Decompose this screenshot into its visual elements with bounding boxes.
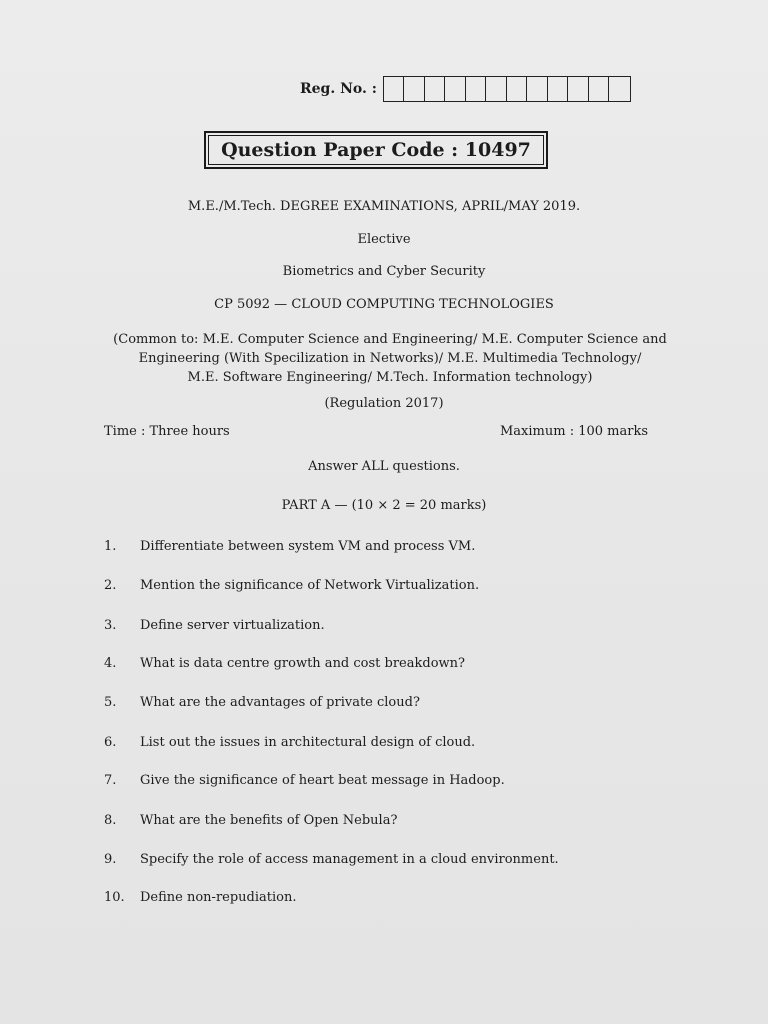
reg-number-box (425, 77, 446, 101)
time-and-marks (104, 424, 648, 439)
question-text: Differentiate between system VM and process VM. (140, 539, 476, 554)
specialization: Biometrics and Cyber Security (282, 264, 486, 279)
question-text: List out the issues in architectural design of cloud. (140, 735, 476, 750)
question-number: 8. (104, 813, 117, 828)
question-item (104, 773, 505, 788)
question-item (104, 890, 297, 905)
reg-number-box (589, 77, 610, 101)
question-item (104, 656, 465, 671)
reg-number-box (445, 77, 466, 101)
question-text: Define server virtualization. (140, 618, 325, 633)
question-item (104, 852, 559, 867)
question-number: 6. (104, 735, 117, 750)
time-label: Time : Three hours (104, 424, 230, 439)
category: Elective (357, 232, 411, 247)
common-line: M.E. Software Engineering/ M.Tech. Information technology) (187, 370, 593, 385)
reg-number-box (568, 77, 589, 101)
question-text: What are the advantages of private cloud? (140, 695, 420, 710)
common-line: (Common to: M.E. Computer Science and Engineering/ M.E. Computer Science and (113, 332, 667, 347)
instruction: Answer ALL questions. (308, 459, 460, 474)
question-item (104, 578, 479, 593)
max-marks: Maximum : 100 marks (499, 424, 648, 439)
common-to (100, 330, 680, 387)
reg-number-box (507, 77, 528, 101)
reg-number-box (466, 77, 487, 101)
course-title: CP 5092 — CLOUD COMPUTING TECHNOLOGIES (214, 297, 554, 312)
reg-number-box (548, 77, 569, 101)
regulation: (Regulation 2017) (324, 396, 444, 411)
reg-number-box (404, 77, 425, 101)
common-line: Engineering (With Specilization in Networks)/ M.E. Multimedia Technology/ (138, 351, 642, 366)
question-text: Mention the significance of Network Virtualization. (140, 578, 480, 593)
registration-number (300, 76, 631, 102)
question-text: What are the benefits of Open Nebula? (140, 813, 398, 828)
question-number: 4. (104, 656, 117, 671)
exam-title: M.E./M.Tech. DEGREE EXAMINATIONS, APRIL/MAY 2019. (187, 199, 581, 214)
reg-number-box (384, 77, 405, 101)
question-number: 1. (104, 539, 117, 554)
reg-label: Reg. No. : (300, 81, 377, 97)
question-number: 10. (104, 890, 125, 905)
question-text: Define non-repudiation. (140, 890, 297, 905)
reg-number-boxes (383, 76, 631, 102)
paper-code-box (204, 131, 548, 169)
question-item (104, 539, 475, 554)
question-item (104, 735, 475, 750)
question-number: 2. (104, 578, 117, 593)
paper-code: Question Paper Code : 10497 (221, 139, 531, 161)
question-item (104, 618, 325, 633)
part-a-heading: PART A — (10 × 2 = 20 marks) (281, 498, 487, 513)
question-number: 5. (104, 695, 117, 710)
question-text: Specify the role of access management in a cloud environment. (140, 852, 559, 867)
question-item (104, 813, 397, 828)
reg-number-box (609, 77, 630, 101)
question-number: 9. (104, 852, 117, 867)
question-text: Give the significance of heart beat message in Hadoop. (140, 773, 505, 788)
reg-number-box (527, 77, 548, 101)
question-number: 3. (104, 618, 117, 633)
question-item (104, 695, 420, 710)
reg-number-box (486, 77, 507, 101)
question-number: 7. (104, 773, 117, 788)
question-text: What is data centre growth and cost breakdown? (140, 656, 465, 671)
